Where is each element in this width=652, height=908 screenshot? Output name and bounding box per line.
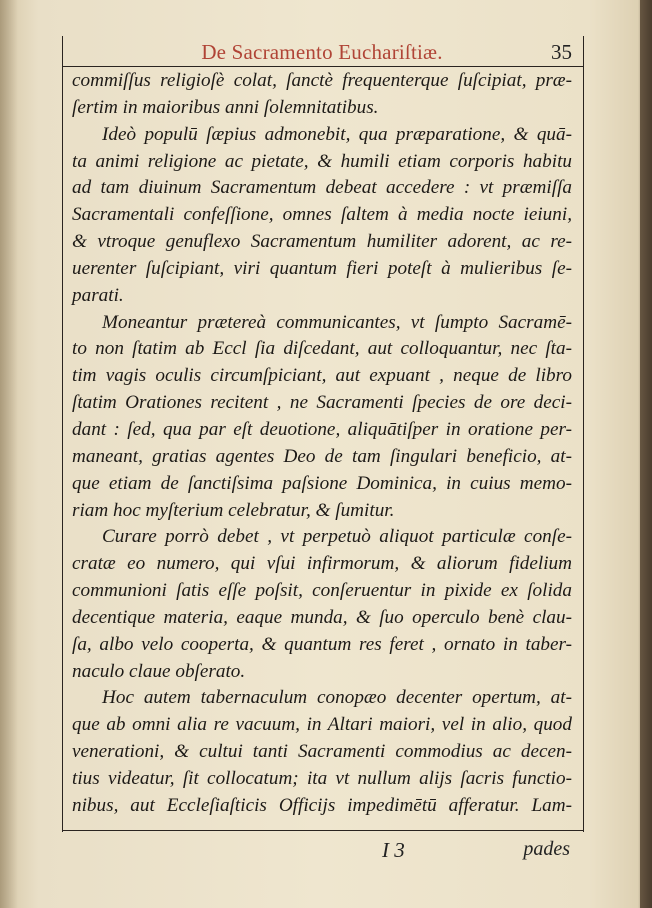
catchword: pades xyxy=(523,838,570,860)
text-line: ſtatim Orationes recitent , ne Sacramenti ſpecies de ore deci- xyxy=(72,392,572,414)
paragraph xyxy=(72,524,572,685)
text-line: commiſſus religioſè colat, ſanctè frequenterque ſuſcipiat, præ- xyxy=(72,70,572,91)
text-line: Moneantur prætereà communicantes, vt ſumpto Sacramē- xyxy=(102,311,572,333)
header-rule xyxy=(62,66,583,67)
text-line: tim vagis oculis circumſpiciant, aut expuant , neque de libro xyxy=(72,365,572,387)
text-line: maneant, gratias agentes Deo de tam ſingulari beneficio, at- xyxy=(72,445,572,467)
text-line: to non ſtatim ab Eccl ſia diſcedant, aut colloquantur, nec ſta- xyxy=(72,338,572,360)
text-line: ſertim in maioribus anni ſolemnitatibus. xyxy=(72,96,379,118)
text-line: venerationi, & cultui tanti Sacramenti commodius ac decen- xyxy=(72,741,572,763)
paragraph xyxy=(72,685,572,819)
text-line: ta animi religione ac pietate, & humili etiam corporis habitu xyxy=(72,150,572,172)
paragraph xyxy=(72,122,572,310)
text-line: tius videatur, ſit collocatum; ita vt nullum alijs ſacris functio- xyxy=(72,767,572,789)
text-line: ſa, albo velo cooperta, & quantum res feret , ornato in taber- xyxy=(72,633,572,655)
running-head xyxy=(62,40,582,66)
text-line: parati. xyxy=(72,284,124,306)
running-title: De Sacramento Euchariſtiæ. xyxy=(201,40,443,64)
text-line: Curare porrò debet , vt perpetuò aliquot particulæ conſe- xyxy=(102,526,572,548)
text-line: Ideò populū ſæpius admonebit, qua præparatione, & quā- xyxy=(102,123,572,145)
text-line: & vtroque genuflexo Sacramentum humiliter adorent, ac re- xyxy=(72,231,572,253)
text-line: decentique materia, eaque munda, & ſuo operculo benè clau- xyxy=(72,606,572,628)
text-line: communioni ſatis eſſe poſsit, conſeruentur in pixide ex ſolida xyxy=(72,580,572,602)
body-text xyxy=(72,68,572,820)
paragraph xyxy=(72,310,572,525)
page-number: 35 xyxy=(551,40,572,64)
text-line: Sacramentali confeſſione, omnes ſaltem à media nocte ieiuni, xyxy=(72,204,572,226)
text-line: dant : ſed, qua par eſt deuotione, aliquātiſper in oratione per- xyxy=(72,418,572,440)
text-line: que ab omni alia re vacuum, in Altari maiori, vel in alio, quod xyxy=(72,714,572,736)
page-edge-shadow xyxy=(638,0,652,908)
text-line: naculo claue obſerato. xyxy=(72,660,246,682)
text-line: uerenter ſuſcipiant, viri quantum fieri poteſt à mulieribus ſe- xyxy=(72,257,572,279)
text-line: nibus, aut Eccleſiaſticis Officijs impedimētū afferatur. Lam- xyxy=(72,794,572,816)
text-line: ad tam diuinum Sacramentum debeat accedere : vt præmiſſa xyxy=(72,177,572,199)
footer-rule xyxy=(62,830,583,831)
paragraph xyxy=(72,68,572,122)
text-line: Hoc autem tabernaculum conopæo decenter opertum, at- xyxy=(102,687,572,709)
text-line: riam hoc myſterium celebratur, & ſumitur. xyxy=(72,499,395,521)
spine-shadow xyxy=(0,0,18,908)
text-line: cratæ eo numero, qui vſui infirmorum, & aliorum fidelium xyxy=(72,553,572,575)
signature-mark: I 3 xyxy=(382,838,405,862)
text-line: que etiam de ſanctiſsima paſsione Dominica, in cuius memo- xyxy=(72,472,572,494)
